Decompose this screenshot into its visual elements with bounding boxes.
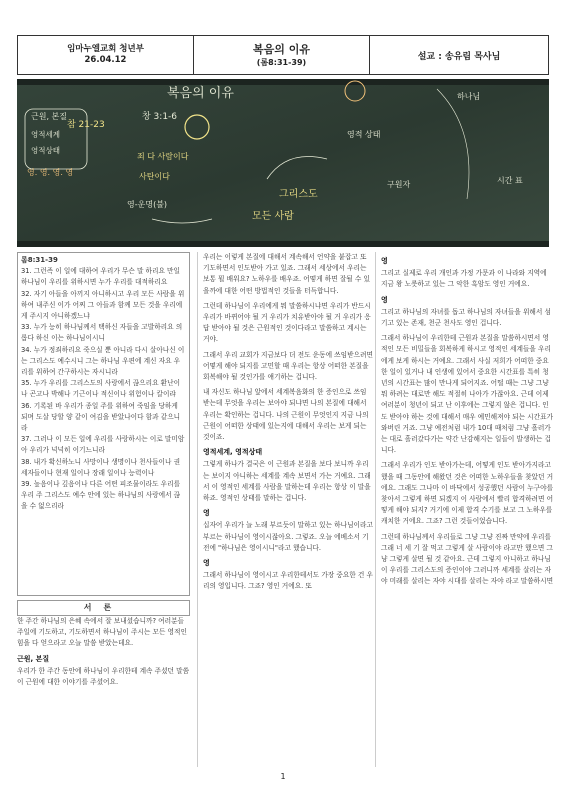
chalk-text: 영-운명(불) — [127, 200, 168, 209]
subheading: 근원, 본질 — [17, 654, 50, 663]
chalk-text: 복음의 이유 — [167, 86, 234, 101]
column-1 — [17, 252, 190, 767]
sermon-paragraph: 그래서 우리 교회가 지금보다 더 전도 운동에 쓰임받으려면 어떻게 해야 되지를 고민할 때 우리는 항상 어떠한 본질을 회복해야 될 것인가를 얘기하는 겁니다. — [203, 350, 373, 382]
sermon-paragraph: 그런데 하나님께서 우리들로 그냥 그냥 진짜 만약에 우리를 그래 너 세 기 잘 먹고 그렇게 살 사람이야 라고만 했으면 그냥 그렇게 살면 될 것 같아요. 근데 그렇지 아니하고 하나님이 우리를 그리스도의 증인이야 그러니까 세계를 살리는 자야 미래를 살리는 자야 시대를 살리는 자야 라고 말씀하시면 — [381, 532, 554, 586]
chalk-text: 근원, 본질 — [31, 112, 67, 121]
scripture-reference: 롬8:31-39 — [21, 256, 58, 264]
bulletin-date: 26.04.12 — [84, 55, 127, 65]
sermon-paragraph: 그리고 하나님의 자녀를 돕고 하나님의 자녀들을 위해서 섬기고 있는 존재, 천군 천사도 영인 겁니다. — [381, 307, 551, 328]
chalk-text: 하나님 — [457, 92, 481, 101]
scripture-verse: 36. 기록된 바 우리가 종일 주를 위하여 죽임을 당하게 되며 도살 당할 양 같이 여김을 받았나이다 함과 같으니라 — [21, 401, 181, 433]
church-info — [18, 36, 194, 74]
column-1-text — [17, 616, 190, 688]
sermon-paragraph: 그리고 실제로 우리 개인과 가정 가문과 이 나라와 지역에 지금 왕 노릇하고 있는 그 악한 흑암도 영인 거에요. — [381, 269, 547, 289]
chalk-text: 그리스도 — [279, 189, 318, 200]
scripture-verses — [21, 266, 186, 512]
sermon-paragraph: 그래서 우리가 인도 받아가는데, 어떻게 인도 받아가지라고 했을 때 그동안에 해왔던 것은 어떠한 노하우들을 찾았던 거에요. 그래도 그나마 이 바닥에서 성공했던 사람이 누구야를 찾아서 그렇게 하면 되겠지 이 사람에서 빨리 합격하려면 어떻게 해야 되지? 거기에 이제 합격 수기를 보고 그 노하우를 캐치한 거에요. 그죠? 그런 것들이었습니다. — [381, 461, 554, 526]
scripture-verse: 37. 그러나 이 모든 일에 우리를 사랑하시는 이로 말미암아 우리가 넉넉히 이기느니라 — [21, 435, 185, 455]
bulletin-header — [17, 35, 549, 75]
chalk-text: 참 21-23 — [67, 120, 105, 130]
column-3-text — [381, 256, 555, 588]
subheading: 영 — [203, 559, 210, 568]
chalk-text: 영. 영. 영. 영 — [27, 168, 74, 177]
subheading: 영 — [381, 295, 388, 304]
scripture-verse: 34. 누가 정죄하리요 죽으실 뿐 아니라 다시 살아나신 이는 그리스도 예수시니 그는 하나님 우편에 계신 자요 우리를 위하여 간구하시는 자시니라 — [21, 345, 185, 377]
sermon-title: 복음의 이유 — [253, 42, 310, 56]
page-number: 1 — [280, 772, 286, 781]
scripture-box — [17, 252, 190, 596]
scripture-verse: 35. 누가 우리를 그리스도의 사랑에서 끊으리요 환난이나 곤고나 박해나 기근이나 적신이나 위험이나 칼이랴 — [21, 379, 181, 399]
subheading: 영적세계, 영적상태 — [203, 448, 263, 457]
preacher-block — [370, 36, 548, 74]
sermon-paragraph: 그렇게 하나가 결국은 이 근원과 본질을 보다 보니까 우리는 보이지 아니하는 세계를 계속 보면서 가는 거예요. 그래서 이 영적인 세계를 사람을 말하는데 우리는 항상 이 말을 하죠. 영적인 상태를 말하는 겁니다. — [203, 460, 371, 503]
chalk-text: 영적 상태 — [347, 130, 381, 139]
preacher: 설교 : 송유림 목사님 — [417, 51, 501, 62]
column-2-text — [203, 252, 373, 593]
section-heading-intro: 서론 — [17, 600, 190, 616]
sermon-paragraph: 내 자신도 하나님 앞에서 세계복음화의 한 증인으로 쓰임 받는데 무엇을 우리는 보아야 되냐면 나의 본질에 대해서 우리는 확인하는 겁니다. 나의 근원이 무엇인지 지금 나의 근원이 어떠한 상태에 있는지에 대해서 우리는 보게 되는 것이죠. — [203, 388, 369, 442]
sermon-paragraph: 우리가 한 주간 동안에 하나님이 우리한테 계속 주셨던 말씀이 근원에 대한 이야기를 주셨어요. — [17, 666, 190, 687]
chalk-text: 사탄이다 — [139, 172, 170, 181]
scripture-verse: 32. 자기 아들을 아끼지 아니하시고 우리 모든 사람을 위하여 내주신 이가 어찌 그 아들과 함께 모든 것을 우리에게 주시지 아니하겠느냐 — [21, 289, 185, 321]
church-name: 임마누엘교회 청년부 — [67, 44, 144, 54]
sermon-paragraph: 십자어 우리가 늘 노래 부르듯이 말하고 있는 하나님이라고 부르는 하나님이 영이시잖아요. 그렇죠. 오늘 에베소서 기 전에 "하나님은 영이시니"라고 했습니다. — [203, 521, 373, 552]
chalkboard-photo — [17, 79, 549, 247]
chalk-text: 죄 다 사람이다 — [137, 152, 189, 161]
sermon-title-block — [194, 36, 370, 74]
chalkboard-drawing — [17, 79, 549, 247]
column-3 — [375, 252, 555, 767]
scripture-verse: 39. 높음이나 깊음이나 다른 어떤 피조물이라도 우리를 우리 주 그리스도 예수 안에 있는 하나님의 사랑에서 끊을 수 없으리라 — [21, 480, 181, 511]
sermon-paragraph: 한 주간 하나님의 은혜 속에서 잘 보내셨습니까? 여러분들 주일에 기도하고, 기도하면서 하나님이 주시는 모든 영적인 힘을 다 얻으라고 오늘 말씀 받았는데요. — [17, 617, 187, 648]
sermon-columns — [17, 252, 554, 767]
column-2 — [197, 252, 373, 767]
scripture-verse: 38. 내가 확신하노니 사망이나 생명이나 천사들이나 권세자들이나 현재 일이나 장래 일이나 능력이나 — [21, 457, 181, 477]
sermon-paragraph: 그래서 하나님이 영이시고 우리한테서도 가장 중요한 건 우리의 영입니다. 그죠? 영인 거에요. 또 — [203, 571, 373, 591]
sermon-paragraph: 그래서 하나님이 우리한테 근원과 본질을 말씀하시면서 영적인 모든 비밀들을 회복하게 하시고 영적인 세계들을 우리에게 보게 하시는 거예요. 그래서 사실 저희가 어떠한 중요한 일이 있거나 내 인생에 있어서 중요한 시간표를 특히 청년의 시간표는 많이 만나게 되어지죠. 어떨 때는 그냥 그냥 뭐 하려는 대로만 해도 적절히 나아가 가잖아요. 근데 이제 여러분이 청년이 되고 난 이후에는 그렇지 않은 겁니다. 인도 받아야 하는 것에 대해서 매우 예민해져야 되는 시간표가 와버린 거죠. 그냥 예전처럼 내가 10대 때처럼 그냥 흘러가는 대로 흘러갔다가는 약간 난감해지는 일들이 발생하는 겁니다. — [381, 334, 554, 455]
chalk-text: 영적상태 — [31, 146, 60, 155]
chalk-text: 모든 사람 — [252, 211, 294, 222]
sermon-paragraph: 우리는 이렇게 본질에 대해서 계속해서 언약을 붙잡고 또 기도하면서 인도받아 가고 있죠. 그래서 세상에서 우리는 보통 뭘 배워요? 노하우를 배우죠. 어떻게 하면 잘될 수 있을까에 대한 어떤 방법적인 것들을 터득합니다. — [203, 253, 370, 295]
sermon-reference: (롬8:31-39) — [256, 57, 307, 67]
chalk-text: 시간 표 — [497, 176, 523, 185]
subheading: 영 — [381, 257, 388, 265]
chalk-text: 구원자 — [387, 180, 411, 189]
scripture-verse: 33. 누가 능히 하나님께서 택하신 자들을 고발하리요 의롭다 하신 이는 하나님이시니 — [21, 323, 183, 343]
subheading: 영 — [203, 509, 210, 518]
sermon-paragraph: 그런데 하나님이 우리에게 뭐 말씀하시냐면 우리가 반드시 우리가 바뀌어야 될 거 우리가 치유받아야 될 거 우리가 응답 받아야 될 것은 근원적인 것이다라고 말씀하고 계시는 거야. — [203, 301, 371, 344]
chalk-text: 창 3:1-6 — [142, 112, 178, 122]
chalk-text: 영적세계 — [31, 130, 60, 139]
scripture-verse: 31. 그런즉 이 일에 대하여 우리가 무슨 말 하리요 만일 하나님이 우리를 위하시면 누가 우리를 대적하리요 — [21, 267, 180, 287]
